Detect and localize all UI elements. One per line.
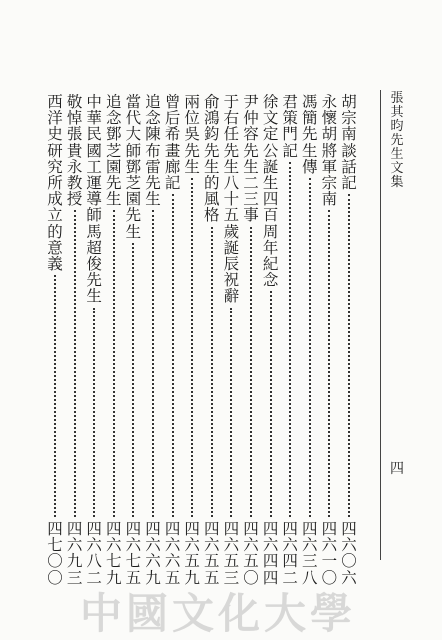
toc-dot-leader bbox=[93, 308, 95, 517]
toc-entry[interactable] bbox=[122, 0, 144, 640]
toc-entry[interactable] bbox=[220, 0, 242, 640]
toc-entry[interactable] bbox=[299, 0, 321, 640]
toc-entry-title: 兩 位 吳 先 生 bbox=[184, 93, 200, 176]
toc-entry-title: 馮 簡 先 生 傳 bbox=[302, 93, 318, 176]
toc-dot-leader bbox=[132, 243, 134, 517]
toc-entry-title: 于 右 任 先 生 八 十 五 歲 誕 辰 祝 辭 bbox=[223, 93, 240, 306]
toc-entry-title: 中 華 民 國 工 運 導 師 馬 超 俊 先 生 bbox=[86, 93, 102, 306]
toc-dot-leader bbox=[270, 291, 272, 517]
toc-entry-title: 曾 后 希 畫 廊 記 bbox=[164, 93, 181, 193]
toc-entry-page: 四 六 七 五 bbox=[125, 520, 142, 587]
toc-entry-title: 君 策 門 記 bbox=[282, 93, 298, 160]
toc-entry-page: 四 六 九 三 bbox=[66, 520, 83, 587]
toc-dot-leader bbox=[152, 210, 154, 517]
toc-entry[interactable] bbox=[260, 0, 282, 640]
toc-entry-page: 四 六 五 九 bbox=[184, 520, 200, 587]
toc-entry[interactable] bbox=[162, 0, 184, 640]
page-number: 四 bbox=[390, 461, 404, 477]
toc-entry-title: 敬 悼 張 貴 永 教 授 bbox=[66, 93, 83, 209]
toc-entry[interactable] bbox=[181, 0, 203, 640]
watermark: 中國文化大學 bbox=[80, 589, 357, 638]
toc-entry-page: 四 六 一 〇 bbox=[321, 520, 338, 587]
toc-entry[interactable] bbox=[240, 0, 262, 640]
toc-entry-title: 當 代 大 師 鄧 芝 園 先 生 bbox=[125, 93, 142, 241]
toc-entry-title: 追 念 鄧 芝 園 先 生 bbox=[106, 93, 122, 209]
toc-entry-page: 四 六 七 九 bbox=[106, 520, 122, 587]
toc-entry[interactable] bbox=[64, 0, 86, 640]
toc-entry[interactable] bbox=[338, 0, 360, 640]
toc-entry[interactable] bbox=[142, 0, 164, 640]
toc-entry[interactable] bbox=[201, 0, 223, 640]
toc-entry-page: 四 六 五 五 bbox=[204, 520, 220, 587]
toc-entry-title: 胡 宗 南 談 話 記 bbox=[341, 93, 357, 193]
toc-dot-leader bbox=[172, 194, 174, 517]
toc-dot-leader bbox=[211, 227, 213, 517]
toc-entry-page: 四 六 六 五 bbox=[164, 520, 181, 587]
toc-entry-title: 追 念 陳 布 雷 先 生 bbox=[145, 93, 161, 209]
toc-entry-title: 西 洋 史 研 究 所 成 立 的 意 義 bbox=[47, 93, 63, 274]
toc-entry-title: 俞 鴻 鈞 先 生 的 風 格 bbox=[204, 93, 220, 225]
toc-entry[interactable] bbox=[103, 0, 125, 640]
toc-dot-leader bbox=[328, 210, 330, 517]
toc-entry[interactable] bbox=[318, 0, 340, 640]
toc-entry-page: 四 六 三 八 bbox=[302, 520, 318, 587]
toc-dot-leader bbox=[191, 178, 193, 517]
toc-entry-page: 四 六 六 九 bbox=[145, 520, 161, 587]
toc-entry-title: 尹 仲 容 先 生 二 三 事 bbox=[243, 93, 259, 225]
toc-entry[interactable] bbox=[83, 0, 105, 640]
toc-dot-leader bbox=[250, 227, 252, 517]
toc-entry[interactable] bbox=[279, 0, 301, 640]
toc-dot-leader bbox=[289, 162, 291, 517]
toc-dot-leader bbox=[54, 275, 56, 517]
toc-entry-page: 四 六 八 二 bbox=[86, 520, 102, 587]
toc-entry-page: 四 六 〇 六 bbox=[341, 520, 357, 587]
toc-entry-page: 四 六 五 〇 bbox=[243, 520, 259, 587]
toc-dot-leader bbox=[230, 308, 232, 517]
toc-entry[interactable] bbox=[44, 0, 66, 640]
toc-entry-page: 四 六 五 三 bbox=[223, 520, 240, 587]
toc-entry-page: 四 六 四 二 bbox=[282, 520, 298, 587]
toc-dot-leader bbox=[309, 178, 311, 517]
toc-dot-leader bbox=[113, 210, 115, 517]
book-title-header: 張 其 昀 先 生 文 集 bbox=[390, 91, 404, 190]
toc-entry-title: 徐 文 定 公 誕 生 四 百 周 年 紀 念 bbox=[262, 93, 279, 290]
toc-entry-page: 四 七 〇 〇 bbox=[47, 520, 63, 587]
toc-dot-leader bbox=[348, 194, 350, 517]
toc-entry-page: 四 六 四 四 bbox=[262, 520, 279, 587]
header-divider bbox=[380, 90, 381, 560]
toc-entry-title: 永 懷 胡 將 軍 宗 南 bbox=[321, 93, 338, 209]
toc-dot-leader bbox=[74, 210, 76, 517]
